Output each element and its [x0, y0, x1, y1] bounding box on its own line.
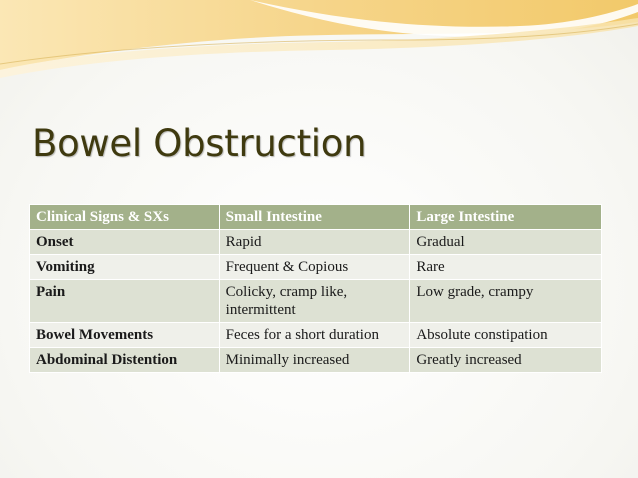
slide-title: Bowel Obstruction: [32, 122, 367, 165]
table-header-row: [30, 205, 602, 230]
row-label: Bowel Movements: [30, 323, 220, 348]
small-intestine-cell: Rapid: [219, 230, 410, 255]
large-intestine-cell: Greatly increased: [410, 348, 602, 373]
header-clinical-signs: Clinical Signs & SXs: [30, 205, 220, 230]
table-row: [30, 280, 602, 323]
table-row: [30, 230, 602, 255]
large-intestine-cell: Absolute constipation: [410, 323, 602, 348]
large-intestine-cell: Low grade, crampy: [410, 280, 602, 323]
large-intestine-cell: Gradual: [410, 230, 602, 255]
table-row: [30, 323, 602, 348]
row-label: Abdominal Distention: [30, 348, 220, 373]
small-intestine-cell: Colicky, cramp like, intermittent: [219, 280, 410, 323]
comparison-table: [29, 204, 602, 373]
header-large-intestine: Large Intestine: [410, 205, 602, 230]
table-row: [30, 255, 602, 280]
header-small-intestine: Small Intestine: [219, 205, 410, 230]
small-intestine-cell: Feces for a short duration: [219, 323, 410, 348]
small-intestine-cell: Frequent & Copious: [219, 255, 410, 280]
small-intestine-cell: Minimally increased: [219, 348, 410, 373]
row-label: Vomiting: [30, 255, 220, 280]
large-intestine-cell: Rare: [410, 255, 602, 280]
table-row: [30, 348, 602, 373]
row-label: Pain: [30, 280, 220, 323]
row-label: Onset: [30, 230, 220, 255]
decorative-swoosh: [0, 0, 638, 90]
